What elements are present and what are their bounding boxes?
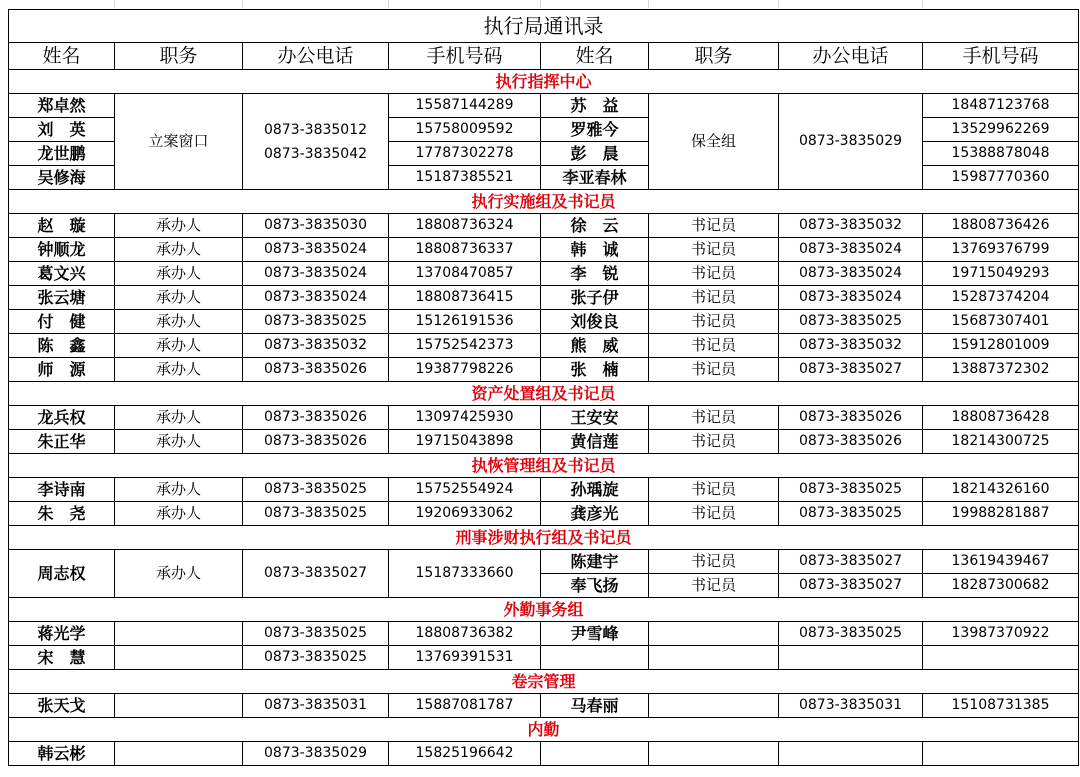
office-phone: 0873-3835024 (243, 262, 389, 286)
section-row (9, 70, 1079, 94)
mobile-phone: 17787302278 (389, 142, 541, 166)
office-phone-2: 0873-3835024 (779, 262, 923, 286)
title-row (9, 10, 1079, 43)
section-title-criminal: 刑事涉财执行组及书记员 (9, 526, 1079, 550)
mobile-phone-2: 13987370922 (923, 622, 1079, 646)
mobile-phone: 15187385521 (389, 166, 541, 190)
mobile-phone: 13708470857 (389, 262, 541, 286)
role-cell: 承办人 (115, 286, 243, 310)
mobile-phone-2: 13887372302 (923, 358, 1079, 382)
table-row (9, 646, 1079, 670)
office-phone-2: 0873-3835027 (779, 574, 923, 598)
mobile-phone: 18808736382 (389, 622, 541, 646)
table-row (9, 262, 1079, 286)
table-row (9, 622, 1079, 646)
role-cell-2: 书记员 (649, 574, 779, 598)
mobile-phone: 18808736337 (389, 238, 541, 262)
mobile-phone: 18808736415 (389, 286, 541, 310)
role-cell-2: 书记员 (649, 286, 779, 310)
person-name: 陈 鑫 (9, 334, 115, 358)
person-name-2 (541, 646, 649, 670)
role-cell: 承办人 (115, 214, 243, 238)
office-phone: 0873-3835024 (243, 286, 389, 310)
office-phone: 0873-3835042 (263, 145, 368, 162)
office-phone-cell (243, 94, 389, 190)
role-cell (115, 742, 243, 766)
header-office-phone: 办公电话 (243, 43, 389, 70)
section-title-implement: 执行实施组及书记员 (9, 190, 1079, 214)
role-cell: 承办人 (115, 478, 243, 502)
office-phone-2: 0873-3835027 (779, 358, 923, 382)
mobile-phone-2 (923, 742, 1079, 766)
person-name: 周志权 (9, 550, 115, 598)
section-row (9, 454, 1079, 478)
section-title-field: 外勤事务组 (9, 598, 1079, 622)
office-phone-2: 0873-3835032 (779, 334, 923, 358)
role-cell-2: 书记员 (649, 502, 779, 526)
role-cell: 承办人 (115, 358, 243, 382)
section-row (9, 598, 1079, 622)
mobile-phone: 15752542373 (389, 334, 541, 358)
office-phone: 0873-3835025 (243, 502, 389, 526)
office-phone: 0873-3835030 (243, 214, 389, 238)
table-row (9, 502, 1079, 526)
person-name: 韩云彬 (9, 742, 115, 766)
person-name-2: 尹雪峰 (541, 622, 649, 646)
person-name-2: 韩 诚 (541, 238, 649, 262)
person-name-2: 黄信莲 (541, 430, 649, 454)
office-phone: 0873-3835032 (243, 334, 389, 358)
person-name-2: 孙瑀旋 (541, 478, 649, 502)
section-row (9, 382, 1079, 406)
role-cell-2: 书记员 (649, 430, 779, 454)
mobile-phone: 13769391531 (389, 646, 541, 670)
role-cell (115, 622, 243, 646)
office-phone-2: 0873-3835025 (779, 310, 923, 334)
office-phone: 0873-3835026 (243, 406, 389, 430)
header-name-2: 姓名 (541, 43, 649, 70)
mobile-phone-2: 18808736426 (923, 214, 1079, 238)
header-role-2: 职务 (649, 43, 779, 70)
role-cell: 承办人 (115, 310, 243, 334)
table-row (9, 430, 1079, 454)
mobile-phone: 15752554924 (389, 478, 541, 502)
person-name-2: 龚彦光 (541, 502, 649, 526)
role-cell-2: 书记员 (649, 406, 779, 430)
role-cell-2: 书记员 (649, 334, 779, 358)
office-phone: 0873-3835026 (243, 430, 389, 454)
person-name: 朱 尧 (9, 502, 115, 526)
person-name-2: 李 锐 (541, 262, 649, 286)
section-title-asset: 资产处置组及书记员 (9, 382, 1079, 406)
person-name: 付 健 (9, 310, 115, 334)
office-phone-2 (779, 646, 923, 670)
office-phone-2: 0873-3835026 (779, 406, 923, 430)
person-name-2: 徐 云 (541, 214, 649, 238)
office-phone-2: 0873-3835032 (779, 214, 923, 238)
mobile-phone: 15758009592 (389, 118, 541, 142)
person-name-2: 陈建宇 (541, 550, 649, 574)
mobile-phone: 19715043898 (389, 430, 541, 454)
role-cell-2: 保全组 (649, 94, 779, 190)
mobile-phone-2: 13619439467 (923, 550, 1079, 574)
office-phone: 0873-3835031 (243, 694, 389, 718)
section-title-command: 执行指挥中心 (9, 70, 1079, 94)
role-cell: 承办人 (115, 406, 243, 430)
office-phone-2 (779, 742, 923, 766)
table-row (9, 214, 1079, 238)
person-name-2: 奉飞扬 (541, 574, 649, 598)
person-name: 赵 璇 (9, 214, 115, 238)
person-name-2: 李亚春林 (541, 166, 649, 190)
mobile-phone-2: 19715049293 (923, 262, 1079, 286)
role-cell: 承办人 (115, 262, 243, 286)
office-phone-2: 0873-3835029 (779, 94, 923, 190)
office-phone: 0873-3835024 (243, 238, 389, 262)
table-row (9, 694, 1079, 718)
role-cell-2: 书记员 (649, 238, 779, 262)
mobile-phone: 18808736324 (389, 214, 541, 238)
person-name: 刘 英 (9, 118, 115, 142)
header-name: 姓名 (9, 43, 115, 70)
section-title-archive: 卷宗管理 (9, 670, 1079, 694)
office-phone: 0873-3835025 (243, 478, 389, 502)
office-phone: 0873-3835027 (243, 550, 389, 598)
section-title-internal: 内勤 (9, 718, 1079, 742)
mobile-phone-2: 18287300682 (923, 574, 1079, 598)
person-name-2: 马春丽 (541, 694, 649, 718)
role-cell-2 (649, 742, 779, 766)
table-row (9, 238, 1079, 262)
office-phone-2: 0873-3835027 (779, 550, 923, 574)
mobile-phone-2: 15912801009 (923, 334, 1079, 358)
table-row (9, 478, 1079, 502)
role-cell: 立案窗口 (115, 94, 243, 190)
table-row (9, 406, 1079, 430)
role-cell-2: 书记员 (649, 310, 779, 334)
mobile-phone-2: 13769376799 (923, 238, 1079, 262)
office-phone: 0873-3835012 (263, 121, 368, 138)
mobile-phone: 15187333660 (389, 550, 541, 598)
person-name: 龙兵权 (9, 406, 115, 430)
person-name: 师 源 (9, 358, 115, 382)
person-name-2: 苏 益 (541, 94, 649, 118)
mobile-phone-2 (923, 646, 1079, 670)
person-name: 宋 慧 (9, 646, 115, 670)
role-cell: 承办人 (115, 430, 243, 454)
mobile-phone-2: 15987770360 (923, 166, 1079, 190)
mobile-phone: 15587144289 (389, 94, 541, 118)
mobile-phone: 15126191536 (389, 310, 541, 334)
role-cell-2: 书记员 (649, 214, 779, 238)
office-phone-2: 0873-3835024 (779, 286, 923, 310)
mobile-phone: 19387798226 (389, 358, 541, 382)
person-name: 张云塘 (9, 286, 115, 310)
person-name-2: 彭 晨 (541, 142, 649, 166)
person-name-2: 张 楠 (541, 358, 649, 382)
directory-table (8, 9, 1079, 766)
person-name-2: 熊 威 (541, 334, 649, 358)
office-phone-2: 0873-3835031 (779, 694, 923, 718)
person-name-2: 刘俊良 (541, 310, 649, 334)
section-row (9, 190, 1079, 214)
role-cell-2: 书记员 (649, 550, 779, 574)
table-row (9, 550, 1079, 574)
person-name: 郑卓然 (9, 94, 115, 118)
header-mobile: 手机号码 (389, 43, 541, 70)
person-name-2: 张子伊 (541, 286, 649, 310)
table-row (9, 310, 1079, 334)
office-phone: 0873-3835025 (243, 310, 389, 334)
mobile-phone-2: 18214300725 (923, 430, 1079, 454)
mobile-phone: 15825196642 (389, 742, 541, 766)
header-mobile-2: 手机号码 (923, 43, 1079, 70)
mobile-phone-2: 13529962269 (923, 118, 1079, 142)
mobile-phone: 13097425930 (389, 406, 541, 430)
mobile-phone-2: 18487123768 (923, 94, 1079, 118)
table-row (9, 286, 1079, 310)
person-name-2: 罗雅今 (541, 118, 649, 142)
role-cell (115, 646, 243, 670)
role-cell-2: 书记员 (649, 262, 779, 286)
section-row (9, 526, 1079, 550)
section-row (9, 718, 1079, 742)
office-phone: 0873-3835025 (243, 646, 389, 670)
header-role: 职务 (115, 43, 243, 70)
role-cell: 承办人 (115, 550, 243, 598)
header-office-phone-2: 办公电话 (779, 43, 923, 70)
person-name: 吴修海 (9, 166, 115, 190)
table-row (9, 742, 1079, 766)
office-phone: 0873-3835025 (243, 622, 389, 646)
role-cell-2 (649, 694, 779, 718)
office-phone-2: 0873-3835025 (779, 478, 923, 502)
person-name: 龙世鹏 (9, 142, 115, 166)
role-cell (115, 694, 243, 718)
page-title: 执行局通讯录 (9, 10, 1079, 43)
mobile-phone-2: 15687307401 (923, 310, 1079, 334)
office-phone: 0873-3835026 (243, 358, 389, 382)
mobile-phone-2: 15108731385 (923, 694, 1079, 718)
office-phone-2: 0873-3835025 (779, 502, 923, 526)
header-row (9, 43, 1079, 70)
role-cell-2 (649, 646, 779, 670)
role-cell-2 (649, 622, 779, 646)
table-row (9, 94, 1079, 118)
person-name: 钟顺龙 (9, 238, 115, 262)
role-cell: 承办人 (115, 238, 243, 262)
person-name-2: 王安安 (541, 406, 649, 430)
person-name: 葛文兴 (9, 262, 115, 286)
person-name-2 (541, 742, 649, 766)
mobile-phone-2: 18808736428 (923, 406, 1079, 430)
mobile-phone-2: 18214326160 (923, 478, 1079, 502)
mobile-phone-2: 19988281887 (923, 502, 1079, 526)
role-cell-2: 书记员 (649, 358, 779, 382)
office-phone-2: 0873-3835025 (779, 622, 923, 646)
person-name: 蒋光学 (9, 622, 115, 646)
office-phone-2: 0873-3835024 (779, 238, 923, 262)
role-cell: 承办人 (115, 334, 243, 358)
mobile-phone-2: 15388878048 (923, 142, 1079, 166)
section-title-recovery: 执恢管理组及书记员 (9, 454, 1079, 478)
mobile-phone: 19206933062 (389, 502, 541, 526)
spreadsheet-top-gridlines (0, 0, 1080, 8)
person-name: 朱正华 (9, 430, 115, 454)
table-row (9, 358, 1079, 382)
table-row (9, 334, 1079, 358)
person-name: 李诗南 (9, 478, 115, 502)
role-cell: 承办人 (115, 502, 243, 526)
office-phone: 0873-3835029 (243, 742, 389, 766)
section-row (9, 670, 1079, 694)
mobile-phone-2: 15287374204 (923, 286, 1079, 310)
office-phone-2: 0873-3835026 (779, 430, 923, 454)
role-cell-2: 书记员 (649, 478, 779, 502)
mobile-phone: 15887081787 (389, 694, 541, 718)
person-name: 张天戈 (9, 694, 115, 718)
